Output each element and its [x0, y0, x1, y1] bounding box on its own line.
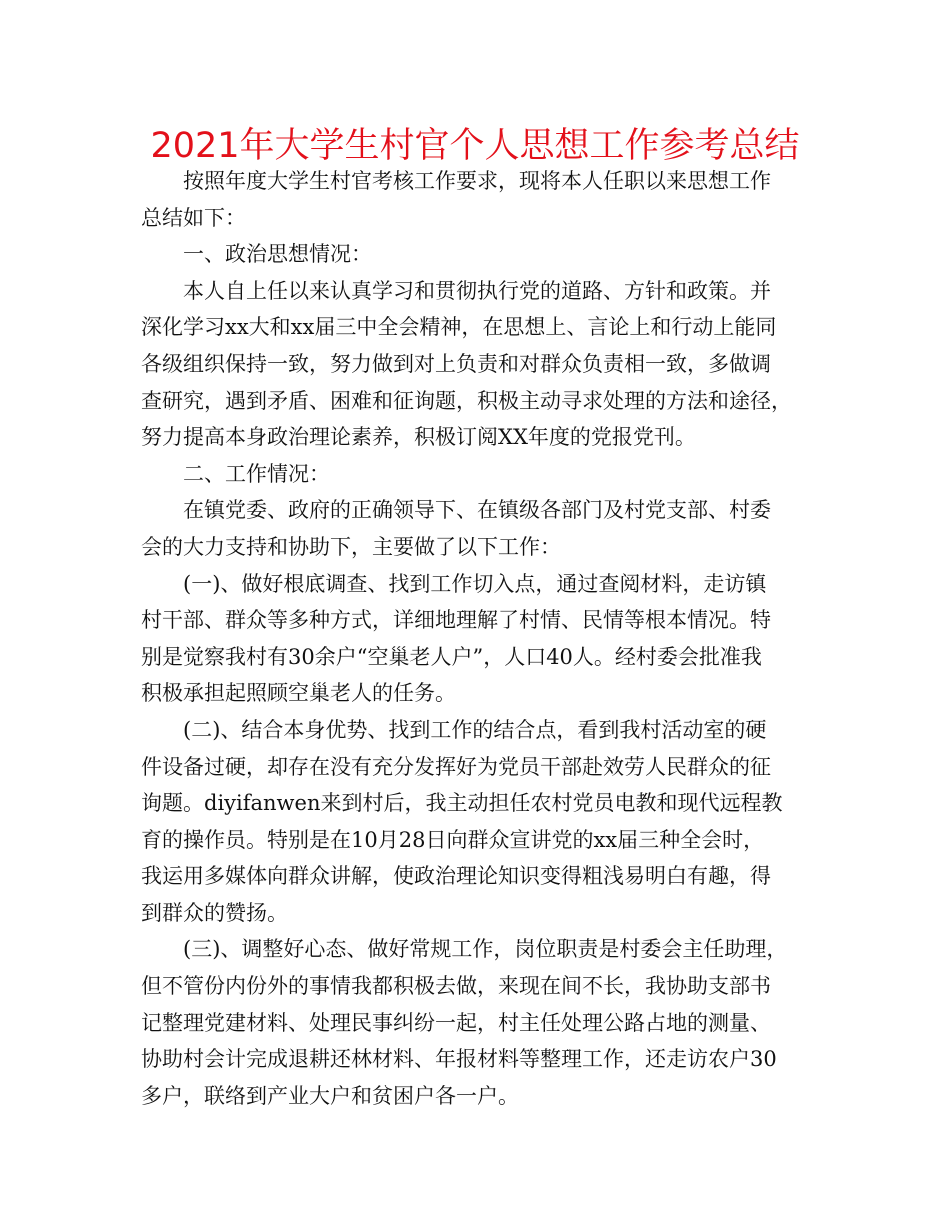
paragraph — [141, 566, 823, 712]
paragraph-line: 记整理党建材料、处理民事纠纷一起，村主任处理公路占地的测量、 — [141, 1010, 771, 1035]
paragraph — [141, 712, 823, 932]
paragraph — [141, 456, 823, 493]
paragraph — [141, 931, 823, 1114]
paragraph-line: 育的操作员。特别是在10月28日向群众宣讲党的xx届三种全会时， — [141, 827, 765, 852]
paragraph — [141, 273, 823, 456]
paragraph-line: 会的大力支持和协助下，主要做了以下工作： — [141, 534, 561, 559]
paragraph-line: 在镇党委、政府的正确领导下、在镇级各部门及村党支部、村委 — [183, 498, 771, 523]
paragraph-line: 村干部、群众等多种方式，详细地理解了村情、民情等根本情况。特 — [141, 608, 771, 633]
paragraph-line: 到群众的赞扬。 — [141, 900, 288, 925]
paragraph-line: 协助村会计完成退耕还林材料、年报材料等整理工作，还走访农户30 — [141, 1047, 777, 1072]
paragraph-line: 二、工作情况： — [183, 461, 330, 486]
paragraph-line: 努力提高本身政治理论素养，积极订阅XX年度的党报党刊。 — [141, 425, 696, 450]
paragraph-line: 按照年度大学生村官考核工作要求，现将本人任职以来思想工作 — [183, 169, 771, 193]
paragraph-line: (三)、调整好心态、做好常规工作，岗位职责是村委会主任助理， — [183, 937, 788, 962]
paragraph-line: 积极承担起照顾空巢老人的任务。 — [141, 681, 456, 706]
paragraph — [141, 492, 823, 565]
paragraph — [141, 163, 823, 236]
paragraph-line: 深化学习xx大和xx届三中全会精神，在思想上、言论上和行动上能同 — [141, 315, 777, 340]
paragraph-line: 多户，联络到产业大户和贫困户各一户。 — [141, 1083, 519, 1108]
paragraph-line: (一)、做好根底调查、找到工作切入点，通过查阅材料，走访镇 — [183, 571, 767, 596]
paragraph-line: 各级组织保持一致，努力做到对上负责和对群众负责相一致，多做调 — [141, 351, 771, 376]
paragraph-line: (二)、结合本身优势、找到工作的结合点，看到我村活动室的硬 — [183, 717, 767, 742]
paragraph-line: 别是觉察我村有30余户“空巢老人户”，人口40人。经村委会批准我 — [141, 644, 762, 669]
paragraph-line: 件设备过硬，却存在没有充分发挥好为党员干部赴效劳人民群众的征 — [141, 754, 771, 779]
paragraph-line: 我运用多媒体向群众讲解，使政治理论知识变得粗浅易明白有趣，得 — [141, 864, 771, 889]
paragraph-line: 查研究，遇到矛盾、困难和征询题，积极主动寻求处理的方法和途径， — [141, 388, 792, 413]
paragraph-line: 总结如下： — [141, 205, 246, 230]
paragraph-line: 本人自上任以来认真学习和贯彻执行党的道路、方针和政策。并 — [183, 278, 771, 303]
paragraph-line: 询题。diyifanwen来到村后，我主动担任农村党员电教和现代远程教 — [141, 791, 783, 816]
document-body — [141, 163, 823, 1114]
paragraph-line: 但不管份内份外的事情我都积极去做，来现在间不长，我协助支部书 — [141, 974, 771, 999]
document-title: 2021年大学生村官个人思想工作参考总结 — [150, 126, 800, 166]
paragraph — [141, 236, 823, 273]
paragraph-line: 一、政治思想情况： — [183, 242, 372, 267]
